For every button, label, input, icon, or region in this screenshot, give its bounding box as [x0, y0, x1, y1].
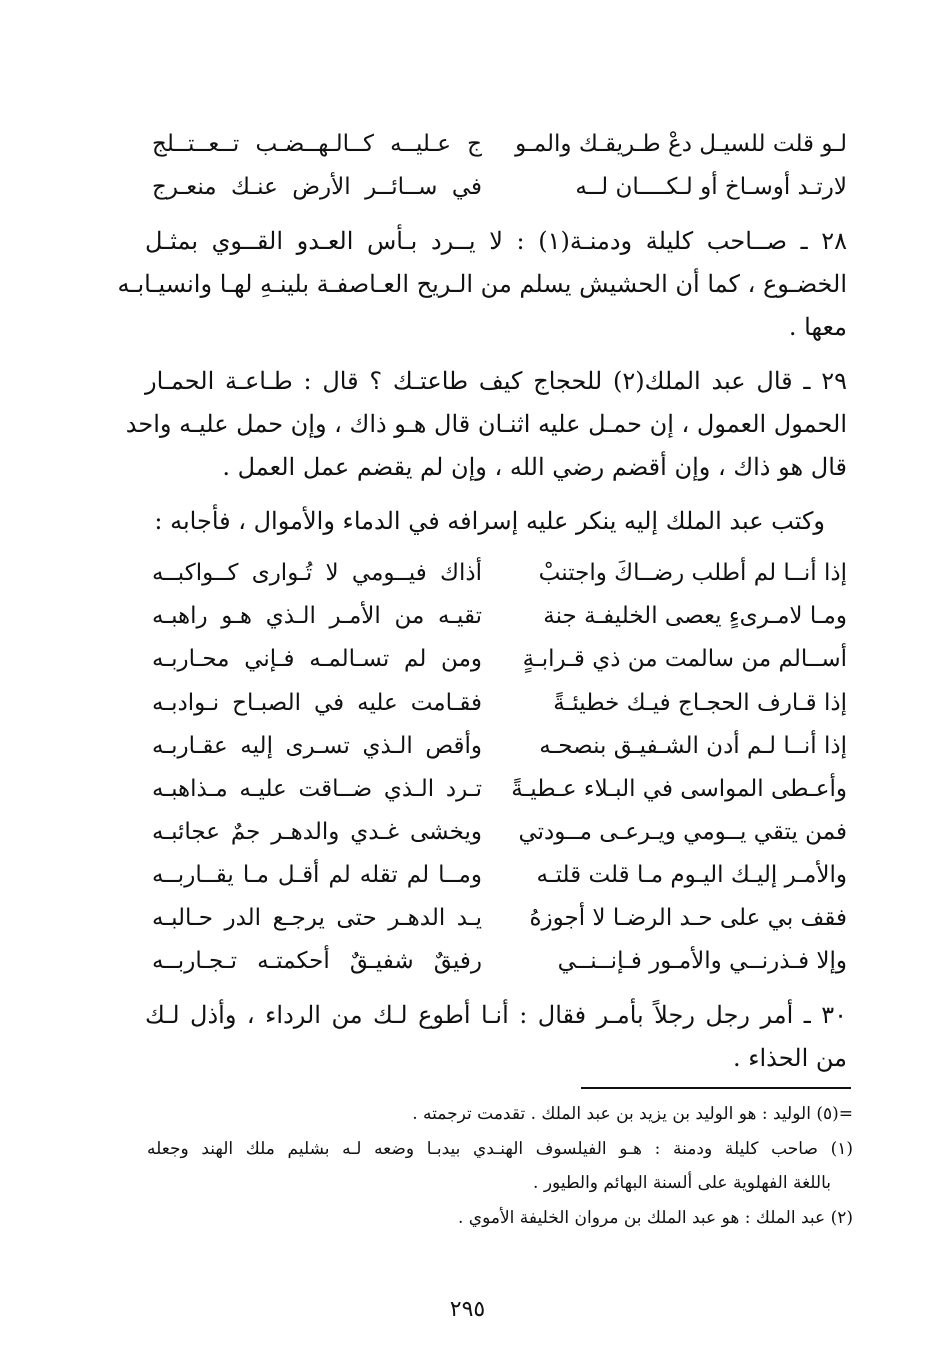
poem2-hemistich-left: ويخشى غـدي والدهـر جمٌ عجائبـه — [152, 819, 482, 845]
letter-intro: وكتب عبد الملك إليه ينكر عليه إسرافه في الدماء والأموال ، فأجابه : — [154, 507, 825, 535]
poem2-hemistich-right: إذا أنــا لم أطلب رضــاكَ واجتنبْ — [538, 560, 847, 586]
poem1-hemistich-right: لارتـد أوسـاخ أو لـكــــان لــه — [575, 174, 847, 200]
paragraph-30-line: ٣٠ ـ أمر رجل رجلاً بأمـر فقال : أنـا أطوع لـك من الرداء ، وأذل لـك — [145, 1001, 847, 1029]
poem2-hemistich-right: إذا أنــا لـم أدن الشـفيـق بنصحـه — [539, 733, 847, 759]
paragraph-29-line: ٢٩ ـ قال عبد الملك(٢) للحجاج كيف طاعتـك ؟ قال : طـاعـة الحمـار — [145, 367, 847, 395]
poem1-hemistich-left: ج عـليــه كــالـهــضـب تــعــتــلج — [152, 131, 482, 157]
footnote: =(٥) الوليد : هو الوليد بن يزيد بن عبد الملك . تقدمت ترجمته . — [412, 1104, 853, 1124]
poem2-hemistich-left: ومــا لم تقله لم أقـل مـا يقــاربــه — [152, 862, 482, 888]
poem2-hemistich-right: أســالم من سالمت من ذي قـرابـةٍ — [522, 646, 847, 672]
poem2-hemistich-left: يـد الدهـر حتى يرجـع الدر حـالبـه — [152, 905, 482, 931]
poem2-hemistich-left: تـرد الـذي ضــاقت عليـه مـذاهبـه — [152, 776, 482, 802]
poem2-hemistich-right: فقف بي على حـد الرضـا لا أجوزهُ — [529, 905, 847, 931]
page-number: ٢٩٥ — [449, 1297, 486, 1322]
footnote: (١) صاحب كليلة ودمنة : هـو الفيلسوف الهنـدي بيدبـا وضعه لـه بشليم ملك الهند وجعله — [147, 1139, 853, 1159]
poem2-hemistich-right: وإلا فـذرنــي والأمـور فـإنــنــي — [557, 948, 847, 974]
footnote-separator — [581, 1087, 851, 1089]
poem1-hemistich-left: في ســائــر الأرض عنـك منعـرج — [152, 174, 482, 200]
footnote: (٢) عبد الملك : هو عبد الملك بن مروان الخليفة الأموي . — [457, 1208, 853, 1228]
poem2-hemistich-right: والأمـر إليـك اليـوم مـا قلت قلتـه — [536, 862, 847, 888]
paragraph-29-line: قال هو ذاك ، وإن أقضم رضي الله ، وإن لم يقضم عمل العمل . — [222, 453, 847, 481]
poem2-hemistich-right: إذا قـارف الحجـاج فيـك خطيئـةً — [553, 690, 847, 716]
paragraph-30-line: من الحذاء . — [732, 1044, 847, 1072]
paragraph-28-line: الخضـوع ، كما أن الحشيش يسلم من الـريح العـاصفـة بلينـهِ لهـا وانسيـابـه — [117, 270, 847, 298]
paragraph-28-line: معها . — [788, 313, 847, 341]
poem2-hemistich-right: ومـا لامـرىءٍ يعصى الخليفـة جنة — [543, 603, 847, 629]
poem2-hemistich-left: وأقص الـذي تسـرى إليه عقـاربـه — [152, 733, 482, 759]
poem2-hemistich-right: فمن يتقي يــومي ويـرعـى مــودتي — [518, 819, 847, 845]
poem2-hemistich-left: فقـامت عليه في الصبـاح نـوادبـه — [152, 690, 482, 716]
poem2-hemistich-left: رفيقٌ شفيـقٌ أحكمتـه تـجـاربــه — [152, 948, 482, 974]
paragraph-28-line: ٢٨ ـ صــاحب كليلة ودمنـة(١) : لا يــرد بـأس العـدو القــوي بمثـل — [145, 227, 848, 255]
poem2-hemistich-right: وأعـطى المواسى في البـلاء عـطيـةً — [511, 776, 847, 802]
poem2-hemistich-left: أذاك فيــومي لا تُـوارى كــواكبــه — [152, 560, 482, 586]
poem1-hemistich-right: لـو قلت للسيـل دعْ طـريقـك والمـو — [515, 131, 847, 157]
paragraph-29-line: الحمول العمول ، إن حمـل عليه اثنـان قال هـو ذاك ، وإن حمل عليـه واحد — [125, 410, 847, 438]
footnote-continuation: باللغة الفهلوية على ألسنة البهائم والطيور . — [533, 1173, 831, 1193]
poem2-hemistich-left: ومن لم تسـالمـه فـإني محـاربـه — [152, 646, 482, 672]
poem2-hemistich-left: تقيـه من الأمـر الـذي هـو راهبـه — [152, 603, 482, 629]
